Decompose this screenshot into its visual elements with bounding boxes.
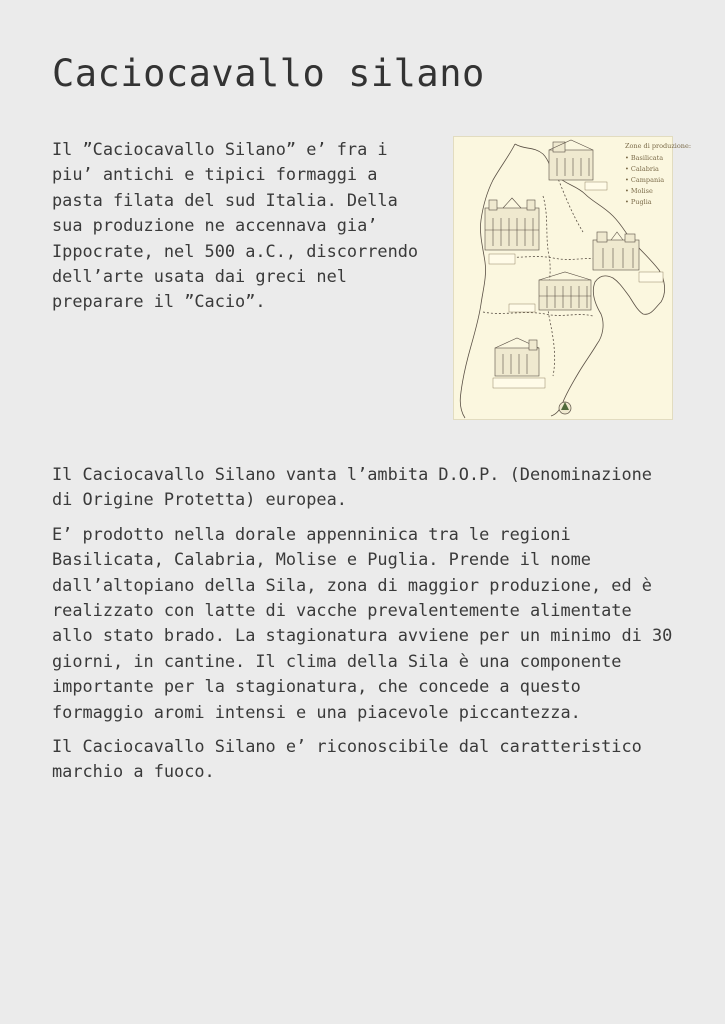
caption-box-bottom [493, 378, 545, 388]
map-illustration [453, 136, 692, 420]
legend-item: • Puglia [625, 198, 652, 206]
building-drawing-right [593, 232, 639, 270]
intro-paragraph: Il ”Caciocavallo Silano” e’ fra i piu’ antichi e tipici formaggi a pasta filata del sud Italia. Della sua produzione ne accennava gia’ Ippocrate, nel 500 a.C., discorrendo dell’arte usata dai greci nel preparare il ”Cacio”. [52, 139, 419, 312]
building-drawing-top [549, 140, 593, 180]
caption-box-middle [509, 304, 535, 312]
legend-title: Zone di produzione: [625, 142, 692, 150]
building-drawing-left [485, 198, 539, 250]
body-text [52, 462, 677, 794]
caption-box-top [585, 182, 607, 190]
building-drawing-bottom [495, 338, 539, 376]
dop-paragraph: Il Caciocavallo Silano vanta l’ambita D.O.P. (Denominazione di Origine Protetta) europea. [52, 464, 652, 510]
legend-item: • Calabria [625, 165, 659, 173]
consortium-emblem-icon [559, 402, 571, 414]
legend-item: • Molise [625, 187, 653, 195]
production-paragraph: E’ prodotto nella dorale appenninica tra le regioni Basilicata, Calabria, Molise e Puglia. Prende il nome dall’altopiano della Sila, zona di maggior produzione, ed è realizzato con latte di vacche prevalentemente alimentate allo stato brado. La stagionatura avviene per un minimo di 30 giorni, in cantine. Il clima della Sila è una componente importante per la stagionatura, che concede a questo formaggio aromi intensi e una piacevole piccantezza. [52, 523, 673, 722]
page-title: Caciocavallo silano [52, 52, 485, 95]
legend-item: • Campania [625, 176, 665, 184]
production-zone-legend [625, 142, 691, 206]
production-zone-map-image [453, 136, 692, 420]
building-drawing-middle [539, 272, 591, 310]
caption-box-left [489, 254, 515, 264]
brand-paragraph: Il Caciocavallo Silano e’ riconoscibile dal caratteristico marchio a fuoco. [52, 736, 642, 782]
caption-box-right [639, 272, 663, 282]
legend-item: • Basilicata [625, 154, 664, 162]
